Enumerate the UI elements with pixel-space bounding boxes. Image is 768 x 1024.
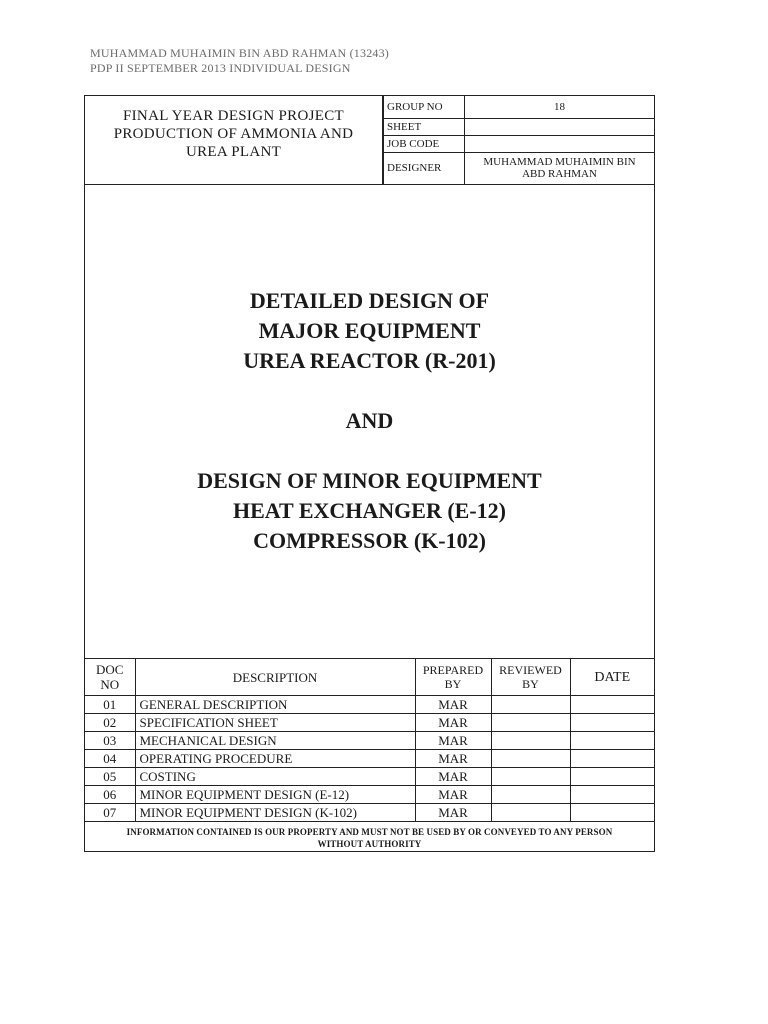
- date-cell: [570, 696, 654, 714]
- notice-line-1: INFORMATION CONTAINED IS OUR PROPERTY AND MUST NOT BE USED BY OR CONVEYED TO ANY PERSON: [126, 827, 613, 837]
- sheet-value: [465, 118, 655, 135]
- confidentiality-notice: [85, 826, 654, 850]
- minor-title-line-1: DESIGN OF MINOR EQUIPMENT: [197, 468, 542, 493]
- reviewed-by-cell: [491, 714, 570, 732]
- group-no-value: 18: [465, 96, 655, 118]
- doc-no-cell: 04: [85, 750, 135, 768]
- reviewed-by-cell: [491, 786, 570, 804]
- table-row: [85, 750, 654, 768]
- title-line-2: MAJOR EQUIPMENT: [258, 318, 481, 343]
- designer-label: DESIGNER: [384, 152, 465, 184]
- doc-no-cell: 01: [85, 696, 135, 714]
- project-title-line-1: FINAL YEAR DESIGN PROJECT: [123, 108, 344, 124]
- date-cell: [570, 768, 654, 786]
- description-cell: MINOR EQUIPMENT DESIGN (K-102): [135, 804, 415, 822]
- description-cell: COSTING: [135, 768, 415, 786]
- reviewed-by-header: REVIEWED BY: [491, 659, 570, 696]
- minor-title-line-2: HEAT EXCHANGER (E-12): [233, 498, 506, 523]
- reviewed-by-cell: [491, 750, 570, 768]
- document-title: [85, 286, 654, 556]
- doc-no-cell: 05: [85, 768, 135, 786]
- prepared-by-cell: MAR: [415, 696, 491, 714]
- description-cell: GENERAL DESCRIPTION: [135, 696, 415, 714]
- title-block: [85, 96, 654, 185]
- reviewed-by-cell: [491, 732, 570, 750]
- doc-no-cell: 03: [85, 732, 135, 750]
- group-no-label: GROUP NO: [384, 96, 465, 118]
- title-and: AND: [345, 408, 394, 433]
- prepared-by-cell: MAR: [415, 804, 491, 822]
- prepared-by-cell: MAR: [415, 768, 491, 786]
- prepared-by-cell: MAR: [415, 750, 491, 768]
- doc-no-cell: 02: [85, 714, 135, 732]
- prepared-by-cell: MAR: [415, 714, 491, 732]
- date-cell: [570, 714, 654, 732]
- title-line-1: DETAILED DESIGN OF: [249, 288, 490, 313]
- date-cell: [570, 750, 654, 768]
- table-row: [85, 696, 654, 714]
- doc-no-header: DOC NO: [85, 659, 135, 696]
- project-title-line-2: PRODUCTION OF AMMONIA AND: [113, 126, 354, 142]
- designer-value-line-2: ABD RAHMAN: [522, 168, 597, 181]
- table-row: [85, 786, 654, 804]
- reviewed-by-cell: [491, 696, 570, 714]
- description-cell: MINOR EQUIPMENT DESIGN (E-12): [135, 786, 415, 804]
- project-title: [85, 96, 383, 184]
- date-cell: [570, 732, 654, 750]
- table-row: [85, 732, 654, 750]
- info-table: [383, 96, 654, 184]
- cover-sheet-frame: [84, 95, 655, 852]
- prepared-by-header: PREPARED BY: [415, 659, 491, 696]
- prepared-by-cell: MAR: [415, 786, 491, 804]
- document-register-table: [85, 658, 654, 822]
- course-line: PDP II SEPTEMBER 2013 INDIVIDUAL DESIGN: [90, 61, 351, 75]
- table-row: [85, 714, 654, 732]
- designer-value: [465, 152, 655, 184]
- reviewed-by-cell: [491, 804, 570, 822]
- date-cell: [570, 804, 654, 822]
- description-cell: SPECIFICATION SHEET: [135, 714, 415, 732]
- sheet-label: SHEET: [384, 118, 465, 135]
- minor-title-line-3: COMPRESSOR (K-102): [253, 528, 486, 553]
- table-row: [85, 804, 654, 822]
- prepared-by-cell: MAR: [415, 732, 491, 750]
- reviewed-by-cell: [491, 768, 570, 786]
- notice-line-2: WITHOUT AUTHORITY: [317, 839, 422, 849]
- project-title-line-3: UREA PLANT: [185, 144, 282, 160]
- table-row: [85, 768, 654, 786]
- description-header: DESCRIPTION: [135, 659, 415, 696]
- date-header: DATE: [570, 659, 654, 696]
- designer-value-line-1: MUHAMMAD MUHAIMIN BIN: [483, 156, 636, 169]
- date-cell: [570, 786, 654, 804]
- title-line-3: UREA REACTOR (R-201): [243, 348, 496, 373]
- description-cell: MECHANICAL DESIGN: [135, 732, 415, 750]
- job-code-value: [465, 135, 655, 152]
- doc-no-cell: 06: [85, 786, 135, 804]
- author-line: MUHAMMAD MUHAIMIN BIN ABD RAHMAN (13243): [90, 46, 390, 60]
- description-cell: OPERATING PROCEDURE: [135, 750, 415, 768]
- doc-no-cell: 07: [85, 804, 135, 822]
- job-code-label: JOB CODE: [384, 135, 465, 152]
